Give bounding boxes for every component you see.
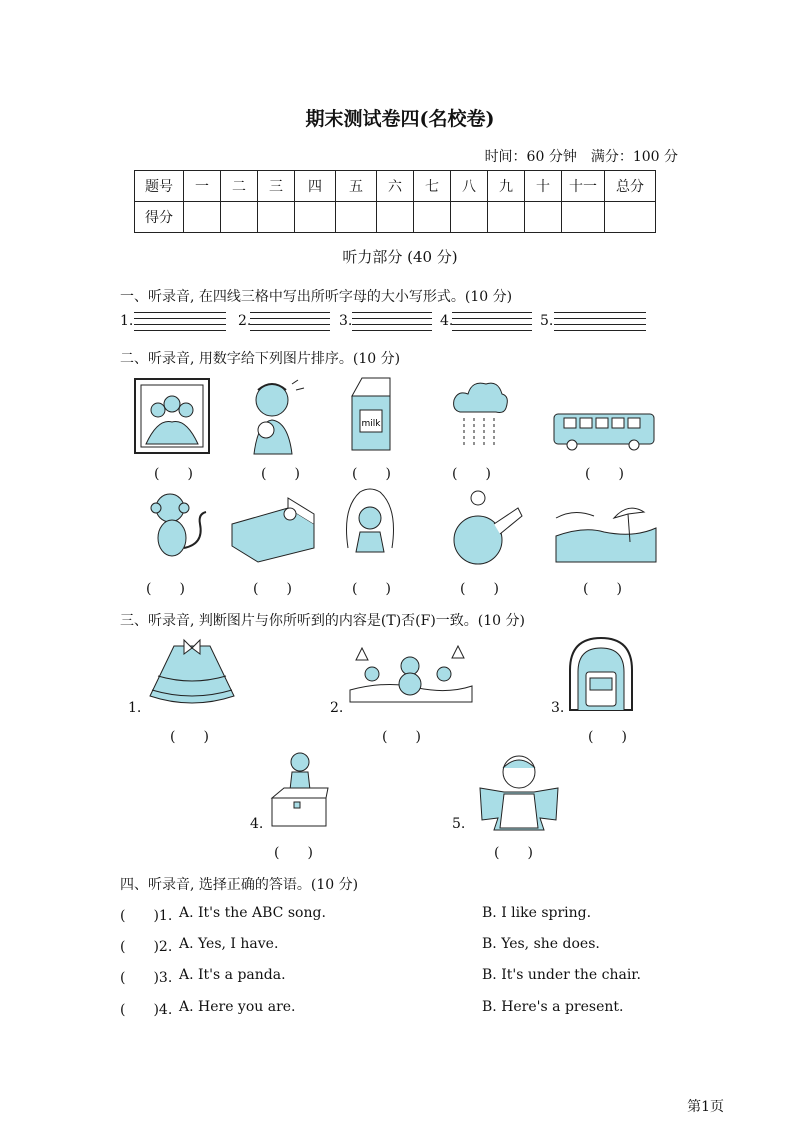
four-line-grid[interactable] bbox=[554, 312, 646, 331]
q4-prompt: 四、听录音, 选择正确的答语。(10 分) bbox=[120, 877, 359, 893]
answer-paren[interactable]: ( ) bbox=[146, 581, 185, 597]
answer-paren[interactable]: ( ) bbox=[585, 466, 624, 482]
q4-item-number[interactable]: ( )4. bbox=[120, 1002, 173, 1018]
q1-label: 5. bbox=[540, 313, 554, 329]
option-a: A. Here you are. bbox=[179, 999, 296, 1015]
four-line-grid[interactable] bbox=[134, 312, 226, 331]
answer-paren[interactable]: ( ) bbox=[460, 581, 499, 597]
score-input-cell[interactable] bbox=[488, 202, 525, 233]
bed-icon bbox=[228, 494, 318, 564]
milk-carton-icon bbox=[346, 376, 396, 452]
section-title: 听力部分 (40 分) bbox=[342, 248, 458, 266]
score-input-cell[interactable] bbox=[562, 202, 605, 233]
monkey-icon bbox=[144, 488, 210, 568]
score-input-cell[interactable] bbox=[605, 202, 656, 233]
q1-label: 4. bbox=[440, 313, 454, 329]
score-cell: 三 bbox=[258, 171, 295, 202]
answer-paren[interactable]: ( ) bbox=[352, 581, 391, 597]
train-tunnel-icon bbox=[568, 636, 634, 712]
answer-paren[interactable]: ( ) bbox=[494, 845, 533, 861]
q1-label: 3. bbox=[339, 313, 353, 329]
score-input-cell[interactable] bbox=[258, 202, 295, 233]
score-table bbox=[134, 170, 656, 233]
score-input-cell[interactable] bbox=[377, 202, 414, 233]
four-line-grid[interactable] bbox=[452, 312, 532, 331]
score-table-score-row bbox=[135, 202, 656, 233]
four-line-grid[interactable] bbox=[250, 312, 330, 331]
q3-label: 5. bbox=[452, 816, 466, 832]
score-input-cell[interactable] bbox=[336, 202, 377, 233]
skipping-girl-icon bbox=[340, 488, 400, 568]
svg-text:milk: milk bbox=[361, 419, 381, 429]
page-title: 期末测试卷四(名校卷) bbox=[305, 108, 495, 130]
exam-meta: 时间：60 分钟 满分：100 分 bbox=[484, 149, 678, 165]
option-b: B. It's under the chair. bbox=[482, 967, 641, 983]
family-photo-icon bbox=[134, 378, 210, 454]
q4-item-number[interactable]: ( )1. bbox=[120, 908, 173, 924]
q3-label: 4. bbox=[250, 816, 264, 832]
score-cell: 九 bbox=[488, 171, 525, 202]
score-cell: 六 bbox=[377, 171, 414, 202]
answer-paren[interactable]: ( ) bbox=[352, 466, 391, 482]
beach-scene-icon bbox=[554, 498, 658, 564]
answer-paren[interactable]: ( ) bbox=[452, 466, 491, 482]
ping-pong-paddle-icon bbox=[448, 488, 522, 568]
answer-paren[interactable]: ( ) bbox=[583, 581, 622, 597]
score-cell: 总分 bbox=[605, 171, 656, 202]
answer-paren[interactable]: ( ) bbox=[588, 729, 627, 745]
score-cell: 七 bbox=[414, 171, 451, 202]
girl-on-box-icon bbox=[268, 750, 330, 828]
answer-paren[interactable]: ( ) bbox=[382, 729, 421, 745]
skirt-icon bbox=[146, 636, 238, 710]
q2-prompt: 二、听录音, 用数字给下列图片排序。(10 分) bbox=[120, 351, 401, 367]
four-line-grid[interactable] bbox=[352, 312, 432, 331]
q1-prompt: 一、听录音, 在四线三格中写出所听字母的大小写形式。(10 分) bbox=[120, 289, 513, 305]
option-a: A. Yes, I have. bbox=[179, 936, 279, 952]
score-cell: 二 bbox=[221, 171, 258, 202]
q1-label: 2. bbox=[238, 313, 252, 329]
score-input-cell[interactable] bbox=[221, 202, 258, 233]
rain-cloud-icon bbox=[450, 376, 510, 452]
boy-cold-icon bbox=[240, 376, 310, 456]
score-input-cell[interactable] bbox=[295, 202, 336, 233]
score-cell: 一 bbox=[184, 171, 221, 202]
q1-label: 1. bbox=[120, 313, 134, 329]
score-cell: 十一 bbox=[562, 171, 605, 202]
answer-paren[interactable]: ( ) bbox=[170, 729, 209, 745]
option-b: B. Yes, she does. bbox=[482, 936, 600, 952]
option-b: B. I like spring. bbox=[482, 905, 592, 921]
option-b: B. Here's a present. bbox=[482, 999, 624, 1015]
score-row-label: 得分 bbox=[135, 202, 184, 233]
option-a: A. It's a panda. bbox=[179, 967, 286, 983]
page-number: 第1页 bbox=[687, 1099, 724, 1115]
answer-paren[interactable]: ( ) bbox=[274, 845, 313, 861]
q4-item-number[interactable]: ( )2. bbox=[120, 939, 173, 955]
score-cell: 八 bbox=[451, 171, 488, 202]
answer-paren[interactable]: ( ) bbox=[154, 466, 193, 482]
score-cell: 四 bbox=[295, 171, 336, 202]
q3-prompt: 三、听录音, 判断图片与你所听到的内容是(T)否(F)一致。(10 分) bbox=[120, 613, 525, 629]
answer-paren[interactable]: ( ) bbox=[253, 581, 292, 597]
score-input-cell[interactable] bbox=[451, 202, 488, 233]
score-table-header-row bbox=[135, 171, 656, 202]
q3-label: 3. bbox=[551, 700, 565, 716]
score-input-cell[interactable] bbox=[414, 202, 451, 233]
girl-dress-icon bbox=[474, 750, 564, 830]
score-cell: 十 bbox=[525, 171, 562, 202]
score-cell: 五 bbox=[336, 171, 377, 202]
score-input-cell[interactable] bbox=[525, 202, 562, 233]
snow-scene-icon bbox=[348, 642, 474, 704]
q3-label: 1. bbox=[128, 700, 142, 716]
bus-icon bbox=[552, 408, 656, 452]
q4-item-number[interactable]: ( )3. bbox=[120, 970, 173, 986]
answer-paren[interactable]: ( ) bbox=[261, 466, 300, 482]
score-input-cell[interactable] bbox=[184, 202, 221, 233]
q3-label: 2. bbox=[330, 700, 344, 716]
score-cell: 题号 bbox=[135, 171, 184, 202]
option-a: A. It's the ABC song. bbox=[179, 905, 326, 921]
